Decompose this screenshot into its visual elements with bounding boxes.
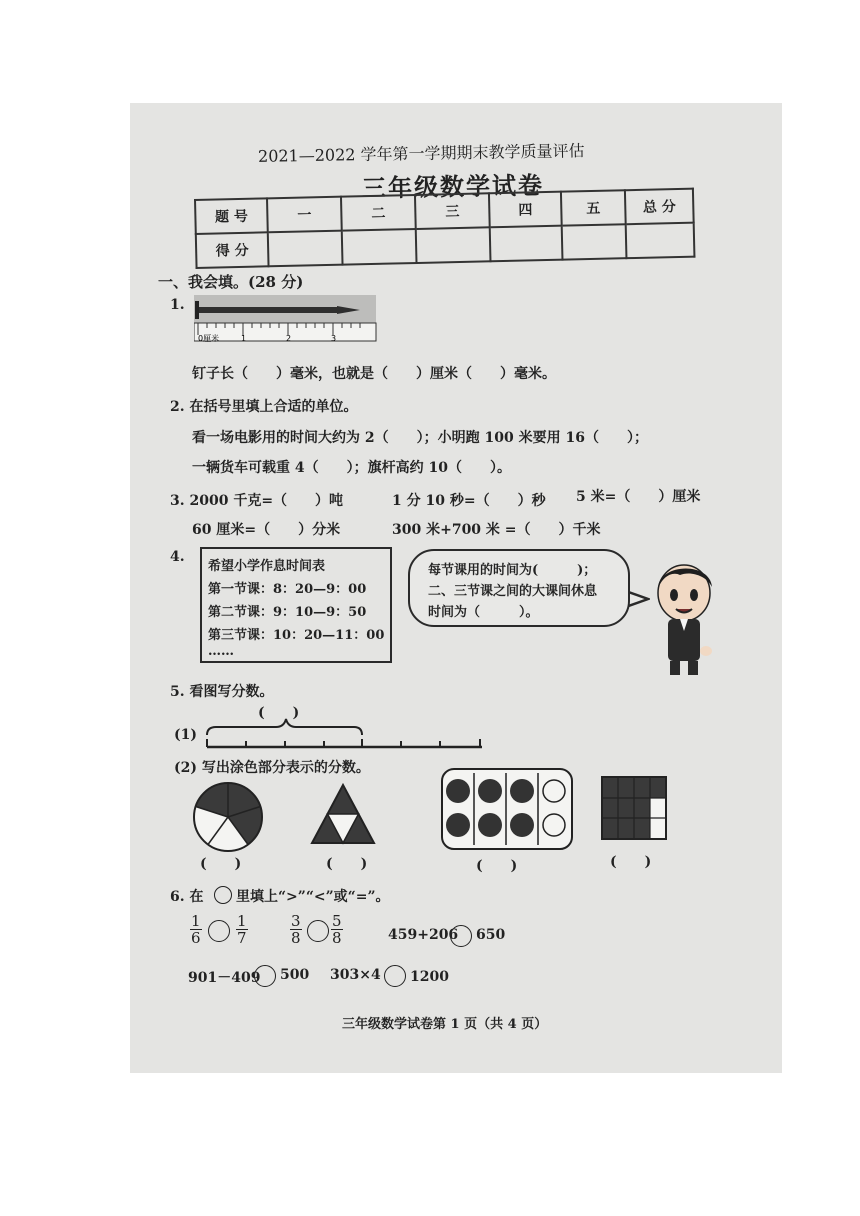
answer-circle-input[interactable] xyxy=(384,965,406,987)
score-cell[interactable] xyxy=(342,229,417,265)
numerator: 1 xyxy=(237,912,247,930)
fraction-grid-image xyxy=(600,775,668,841)
ruler-label: 0厘米 xyxy=(198,334,220,343)
denominator: 8 xyxy=(332,929,342,947)
score-header-cell: 二 xyxy=(341,195,416,231)
answer-circle-input[interactable] xyxy=(208,920,230,942)
fraction-dots-image xyxy=(440,767,574,851)
compare-circle-icon xyxy=(214,886,232,904)
fraction-circle-image xyxy=(192,781,264,853)
schedule-row: 第三节课：10：20—11：00 xyxy=(208,628,385,643)
schedule-ellipsis: …… xyxy=(208,644,234,659)
exam-title: 三年级数学试卷 xyxy=(361,170,545,203)
bubble-line-3: 时间为（ ）。 xyxy=(428,605,539,620)
number-line-image xyxy=(204,717,486,751)
denominator: 7 xyxy=(237,929,247,947)
schedule-row: 第一节课：8：20—9：00 xyxy=(208,582,367,597)
q1-text: 钉子长（ ）毫米，也就是（ ）厘米（ ）毫米。 xyxy=(192,366,556,382)
ruler-label: 2 xyxy=(286,334,292,343)
q5-title: 5. 看图写分数。 xyxy=(170,684,274,700)
numerator: 5 xyxy=(332,912,342,930)
q3-item-4: 60 厘米=（ ）分米 xyxy=(192,522,341,538)
schedule-box xyxy=(200,547,392,663)
numerator: 1 xyxy=(191,912,201,930)
score-cell[interactable] xyxy=(268,231,343,267)
score-header-cell: 五 xyxy=(561,190,626,225)
fraction-3-8 xyxy=(290,913,302,946)
denominator: 8 xyxy=(291,929,301,947)
value-2: 500 xyxy=(280,967,310,983)
score-cell[interactable] xyxy=(416,227,491,263)
score-header-cell: 总 分 xyxy=(625,189,694,225)
expression-2: 901－409 xyxy=(188,970,261,986)
question-number: 1. xyxy=(170,297,185,313)
ruler-label: 3 xyxy=(331,334,337,343)
value-3: 1200 xyxy=(410,969,449,985)
q3-item-3: 5 米=（ ）厘米 xyxy=(576,489,701,505)
page-footer: 三年级数学试卷第 1 页（共 4 页） xyxy=(342,1017,548,1032)
q5-part2-label: (2) 写出涂色部分表示的分数。 xyxy=(174,760,370,776)
question-number: 4. xyxy=(170,549,185,565)
q6-title-end: 里填上“>”“<”或“=”。 xyxy=(236,889,390,905)
q2-title: 2. 在括号里填上合适的单位。 xyxy=(170,399,358,415)
section-heading: 一、我会填。(28 分) xyxy=(158,273,304,291)
score-cell[interactable] xyxy=(490,226,563,262)
q5-part1-label: (1) xyxy=(174,727,197,743)
denominator: 6 xyxy=(191,929,201,947)
q5-blank-grid[interactable]: ( ) xyxy=(610,854,652,870)
numerator: 3 xyxy=(291,912,301,930)
expression-3: 303×4 xyxy=(330,967,381,983)
bubble-line-2: 二、三节课之间的大课间休息 xyxy=(428,584,598,599)
fraction-triangle-image xyxy=(310,783,376,845)
fraction-1-7 xyxy=(236,913,248,946)
q3-item-5: 300 米+700 米 =（ ）千米 xyxy=(392,522,601,538)
score-row-label: 得 分 xyxy=(196,232,269,268)
fraction-1-6 xyxy=(190,913,202,946)
answer-circle-input[interactable] xyxy=(450,925,472,947)
fraction-5-8 xyxy=(331,913,343,946)
q2-line-2: 一辆货车可载重 4（ ）；旗杆高约 10（ ）。 xyxy=(192,460,511,476)
bubble-line-1: 每节课用的时间为( )； xyxy=(428,563,597,578)
exam-paper xyxy=(130,103,782,1073)
q3-item-2: 1 分 10 秒=（ ）秒 xyxy=(392,493,546,509)
score-table xyxy=(194,188,695,269)
expression-1: 459+206 xyxy=(388,927,459,943)
answer-circle-input[interactable] xyxy=(254,965,276,987)
ruler-label: 1 xyxy=(241,334,247,343)
score-cell[interactable] xyxy=(562,224,627,259)
q6-title-start: 6. 在 xyxy=(170,889,204,905)
q5-blank-dots[interactable]: ( ) xyxy=(476,858,518,874)
speech-bubble xyxy=(408,549,630,627)
schedule-row: 第二节课：9：10—9：50 xyxy=(208,605,367,620)
exam-subtitle: 2021—2022 学年第一学期期末教学质量评估 xyxy=(257,141,585,166)
score-cell[interactable] xyxy=(626,223,695,259)
score-header-cell: 三 xyxy=(415,193,490,229)
score-header-cell: 题 号 xyxy=(195,198,268,234)
score-header-cell: 一 xyxy=(267,197,342,233)
q2-line-1: 看一场电影用的时间大约为 2（ ）；小明跑 100 米要用 16（ ）； xyxy=(192,430,648,446)
nail-ruler-image xyxy=(194,293,379,349)
score-header-cell: 四 xyxy=(489,192,562,228)
q3-item-1: 3. 2000 千克=（ ）吨 xyxy=(170,493,344,509)
q5-blank-triangle[interactable]: ( ) xyxy=(326,856,368,872)
value-1: 650 xyxy=(476,927,506,943)
q5-blank-circle[interactable]: ( ) xyxy=(200,856,242,872)
answer-circle-input[interactable] xyxy=(307,920,329,942)
q5-part1-blank[interactable]: ( ) xyxy=(258,705,300,721)
boy-cartoon-image xyxy=(650,559,720,677)
schedule-title: 希望小学作息时间表 xyxy=(208,559,326,574)
